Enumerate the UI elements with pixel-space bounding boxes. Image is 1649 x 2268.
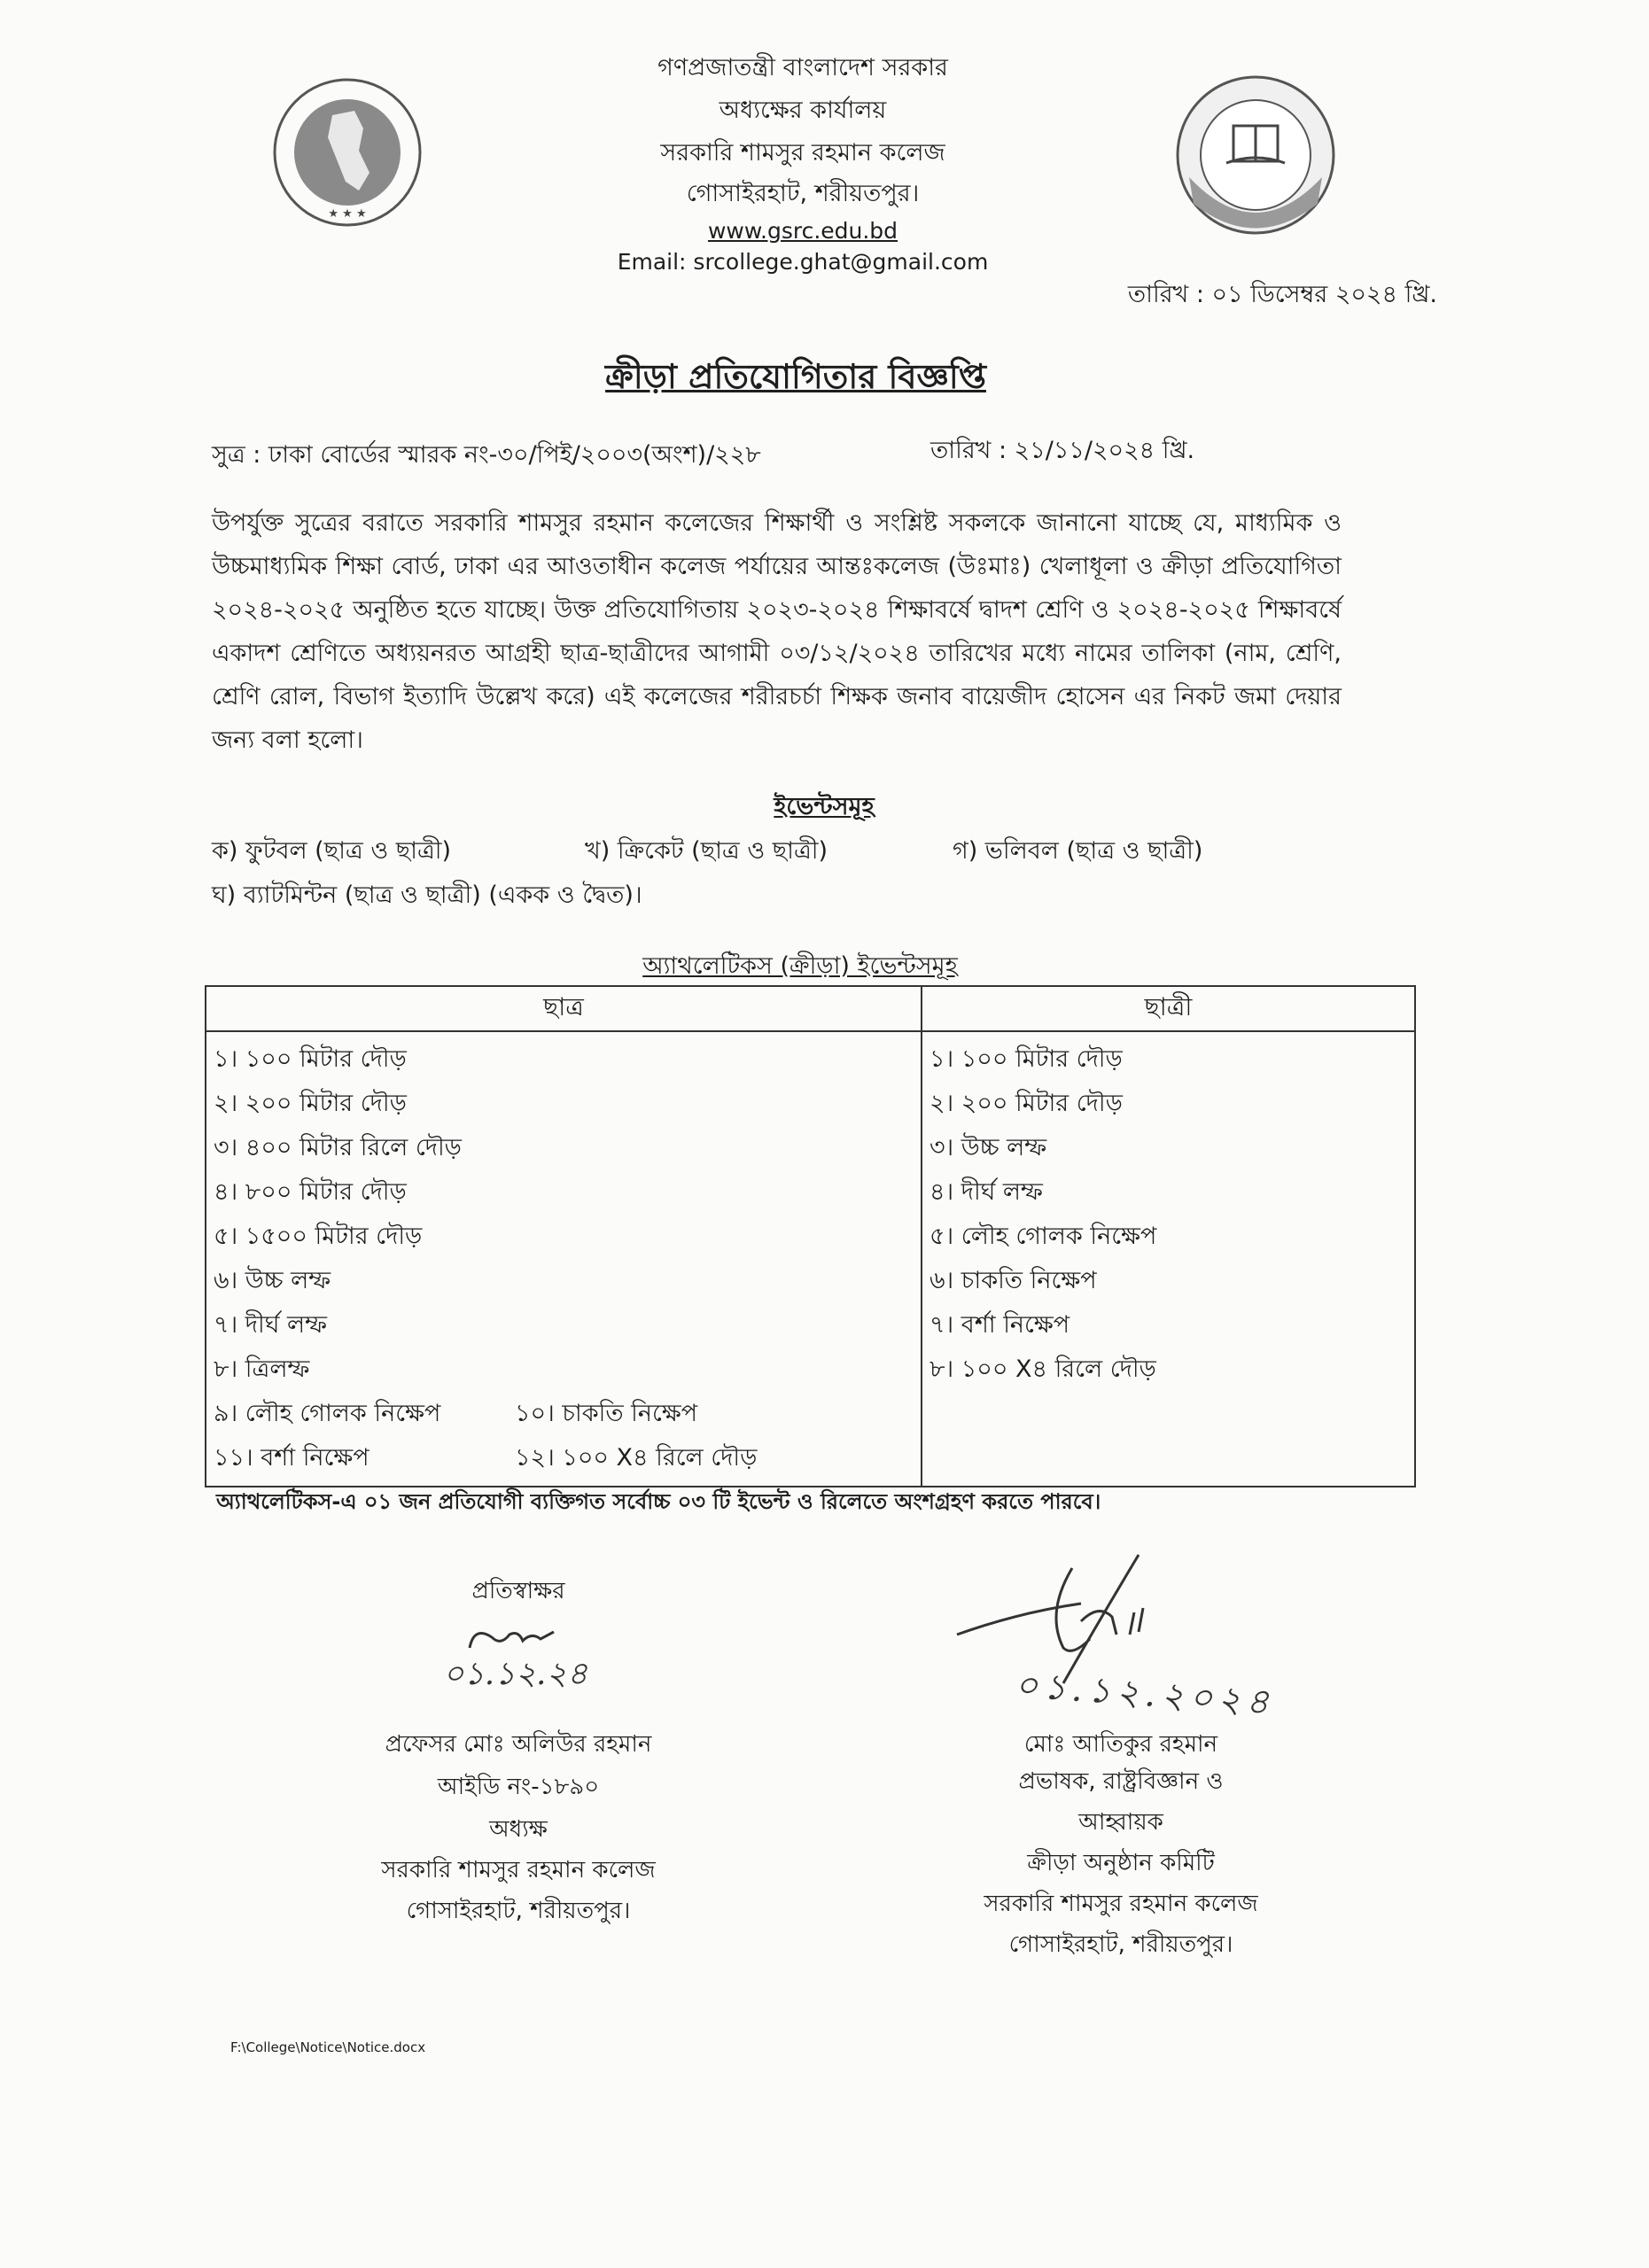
countersign-label: প্রতিস্বাক্ষর <box>471 1578 565 1604</box>
list-item: ৩। উচ্চ লম্ফ <box>930 1134 1047 1161</box>
right-signatory-line: গোসাইরহাট, শরীয়তপুর। <box>1008 1931 1233 1958</box>
list-item: ১। ১০০ মিটার দৌড় <box>930 1045 1123 1073</box>
athletics-heading: অ্যাথলেটিকস (ক্রীড়া) ইভেন্টসমূহ <box>642 952 958 980</box>
column-header-girls: ছাত্রী <box>922 986 1415 1031</box>
left-signatory-line: প্রফেসর মোঃ অলিউর রহমান <box>385 1731 652 1758</box>
list-item: ৭। দীর্ঘ লম্ফ <box>214 1311 327 1339</box>
file-path: F:\College\Notice\Notice.docx <box>230 2039 426 2055</box>
government-emblem-icon <box>270 75 425 230</box>
list-item: ৯। লৌহ গোলক নিক্ষেপ <box>214 1400 441 1427</box>
event-badminton: ঘ) ব্যাটমিন্টন (ছাত্র ও ছাত্রী) (একক ও দ্বৈত)। <box>212 882 642 909</box>
athletics-table <box>205 985 1416 1487</box>
list-item: ৫। ১৫০০ মিটার দৌড় <box>214 1223 423 1250</box>
list-item: ৪। ৮০০ মিটার দৌড় <box>214 1178 407 1206</box>
events-heading: ইভেন্টসমূহ <box>774 793 875 820</box>
list-item: ১০। চাকতি নিক্ষেপ <box>515 1400 698 1427</box>
event-football: ক) ফুটবল (ছাত্র ও ছাত্রী) <box>212 837 452 865</box>
left-signatory-line: সরকারি শামসুর রহমান কলেজ <box>381 1857 656 1884</box>
boys-events-cell <box>206 1031 922 1487</box>
header-line-3: সরকারি শামসুর রহমান কলেজ <box>660 139 945 167</box>
email-text: Email: srcollege.ghat@gmail.com <box>617 249 989 275</box>
left-signatory-line: অধ্যক্ষ <box>489 1816 548 1843</box>
list-item: ১১। বর্শা নিক্ষেপ <box>214 1444 369 1472</box>
reference-text: সুত্র : ঢাকা বোর্ডের স্মারক নং-৩০/পিই/২০০৩(অংশ)/২২৮ <box>212 441 761 469</box>
list-item: ৬। উচ্চ লম্ফ <box>214 1267 331 1294</box>
list-item: ৬। চাকতি নিক্ষেপ <box>930 1267 1097 1294</box>
notice-date: তারিখ : ০১ ডিসেম্বর ২০২৪ খ্রি. <box>1127 281 1437 308</box>
svg-text:★ ★ ★: ★ ★ ★ <box>328 207 367 221</box>
college-logo-icon <box>1171 71 1340 239</box>
reference-date: তারিখ : ২১/১১/২০২৪ খ্রি. <box>930 437 1195 464</box>
column-header-boys: ছাত্র <box>206 986 922 1031</box>
header-line-2: অধ্যক্ষের কার্যালয় <box>719 97 887 124</box>
notice-paragraph: উপর্যুক্ত সুত্রের বরাতে সরকারি শামসুর রহমান কলেজের শিক্ষার্থী ও সংশ্লিষ্ট সকলকে জানানো যাচ্ছে যে, মাধ্যমিক ও উচ্চমাধ্যমিক শিক্ষা বোর্ড, ঢাকা এর আওতাধীন কলেজ পর্যায়ের আন্তঃকলেজ (উঃমাঃ) খেলাধূলা ও ক্রীড়া প্রতিযোগিতা ২০২৪-২০২৫ অনুষ্ঠিত হতে যাচ্ছে। উক্ত প্রতিযোগিতায় ২০২৩-২০২৪ শিক্ষাবর্ষে দ্বাদশ শ্রেণি ও ২০২৪-২০২৫ শিক্ষাবর্ষে একাদশ শ্রেণিতে অধ্যয়নরত আগ্রহী ছাত্র-ছাত্রীদের আগামী ০৩/১২/২০২৪ তারিখের মধ্যে নামের তালিকা (নাম, শ্রেণি, শ্রেণি রোল, বিভাগ ইত্যাদি উল্লেখ করে) এই কলেজের শরীরচর্চা শিক্ষক জনাব বায়েজীদ হোসেন এর নিকট জমা দেয়ার জন্য বলা হলো। <box>212 509 1342 754</box>
page-title: ক্রীড়া প্রতিযোগিতার বিজ্ঞপ্তি <box>605 357 986 396</box>
right-signature-date: ০১.১২.২০২৪ <box>1013 1664 1276 1724</box>
list-item: ৮। ১০০ X৪ রিলে দৌড় <box>930 1355 1156 1383</box>
event-volleyball: গ) ভলিবল (ছাত্র ও ছাত্রী) <box>953 837 1203 865</box>
left-signature-date: ০১.১২.২৪ <box>443 1656 588 1692</box>
list-item: ১২। ১০০ X৪ রিলে দৌড় <box>515 1444 758 1472</box>
right-signatory-line: সরকারি শামসুর রহমান কলেজ <box>984 1891 1258 1917</box>
list-item: ২। ২০০ মিটার দৌড় <box>930 1090 1123 1117</box>
left-signatory-line: আইডি নং-১৮৯০ <box>437 1774 600 1800</box>
list-item: ১। ১০০ মিটার দৌড় <box>214 1045 407 1073</box>
event-cricket: খ) ক্রিকেট (ছাত্র ও ছাত্রী) <box>585 837 828 865</box>
right-signatory-line: ক্রীড়া অনুষ্ঠান কমিটি <box>1027 1850 1215 1876</box>
list-item: ৫। লৌহ গোলক নিক্ষেপ <box>930 1223 1157 1250</box>
right-signatory-line: মোঃ আতিকুর রহমান <box>1023 1731 1218 1758</box>
header-line-1: গণপ্রজাতন্ত্রী বাংলাদেশ সরকার <box>657 54 948 82</box>
list-item: ৪। দীর্ঘ লম্ফ <box>930 1178 1043 1206</box>
list-item: ৮। ত্রিলম্ফ <box>214 1355 310 1383</box>
athletics-note: অ্যাথলেটিকস-এ ০১ জন প্রতিযোগী ব্যক্তিগত সর্বোচ্চ ০৩ টি ইভেন্ট ও রিলেতে অংশগ্রহণ করতে পারবে। <box>216 1489 1101 1514</box>
right-signatory-line: আহ্বায়ক <box>1078 1809 1163 1836</box>
header-line-4: গোসাইরহাট, শরীয়তপুর। <box>686 180 920 207</box>
list-item: ২। ২০০ মিটার দৌড় <box>214 1090 407 1117</box>
girls-events-cell <box>922 1031 1415 1487</box>
list-item: ৩। ৪০০ মিটার রিলে দৌড় <box>214 1134 462 1161</box>
website-link[interactable]: www.gsrc.edu.bd <box>707 218 898 244</box>
right-signatory-line: প্রভাষক, রাষ্ট্রবিজ্ঞান ও <box>1018 1768 1224 1795</box>
left-signatory-line: গোসাইরহাট, শরীয়তপুর। <box>406 1898 631 1924</box>
list-item: ৭। বর্শা নিক্ষেপ <box>930 1311 1070 1339</box>
